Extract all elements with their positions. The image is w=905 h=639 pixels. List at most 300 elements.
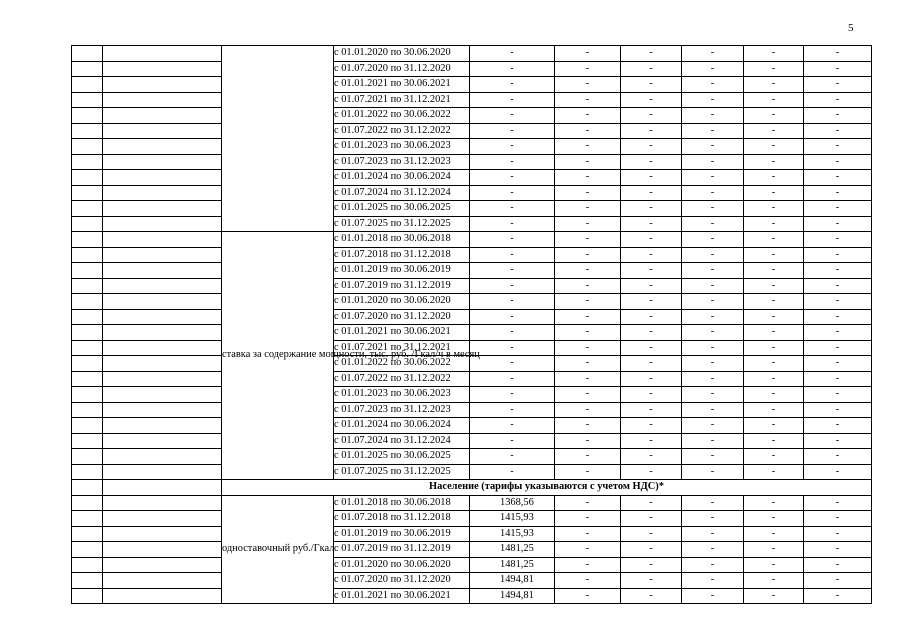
org-cell [103,247,222,263]
dash-cell: - [744,278,804,294]
dash-cell: - [555,511,621,527]
dash-cell: - [555,185,621,201]
tariff-value-cell: 1481,25 [470,557,555,573]
dash-cell: - [555,216,621,232]
period-cell: с 01.07.2021 по 31.12.2021 [334,92,470,108]
org-cell [103,588,222,604]
row-number-cell [72,542,103,558]
dash-cell: - [682,588,744,604]
section-header-row [72,480,872,496]
dash-cell: - [744,526,804,542]
dash-cell: - [682,201,744,217]
dash-cell: - [621,263,682,279]
row-number-cell [72,480,103,496]
dash-cell: - [682,557,744,573]
dash-cell: - [682,46,744,62]
dash-cell: - [621,464,682,480]
dash-cell: - [682,449,744,465]
dash-cell: - [744,77,804,93]
dash-cell: - [682,139,744,155]
table-row [72,108,872,124]
dash-cell: - [682,123,744,139]
dash-cell: - [555,92,621,108]
dash-cell: - [555,402,621,418]
tariff-value-cell: 1494,81 [470,573,555,589]
dash-cell: - [555,418,621,434]
period-cell: с 01.07.2022 по 31.12.2022 [334,371,470,387]
row-number-cell [72,170,103,186]
dash-cell: - [744,371,804,387]
table-row [72,387,872,403]
dash-cell: - [682,108,744,124]
dash-cell: - [555,340,621,356]
dash-cell: - [804,387,872,403]
period-cell: с 01.07.2024 по 31.12.2024 [334,185,470,201]
row-number-cell [72,511,103,527]
row-number-cell [72,325,103,341]
period-cell: с 01.01.2021 по 30.06.2021 [334,325,470,341]
row-number-cell [72,495,103,511]
dash-cell: - [555,154,621,170]
org-cell [103,61,222,77]
dash-cell: - [621,201,682,217]
dash-cell: - [621,77,682,93]
dash-cell: - [470,387,555,403]
dash-cell: - [682,418,744,434]
table-row [72,588,872,604]
dash-cell: - [470,216,555,232]
dash-cell: - [744,232,804,248]
dash-cell: - [682,294,744,310]
org-cell [103,154,222,170]
table-row [72,402,872,418]
dash-cell: - [682,495,744,511]
period-cell: с 01.01.2023 по 30.06.2023 [334,139,470,155]
period-cell: с 01.07.2023 по 31.12.2023 [334,402,470,418]
tariff-table [71,45,872,604]
dash-cell: - [744,123,804,139]
org-cell [103,356,222,372]
dash-cell: - [804,542,872,558]
table-row [72,495,872,511]
dash-cell: - [804,278,872,294]
org-cell [103,216,222,232]
dash-cell: - [621,573,682,589]
period-cell: с 01.07.2023 по 31.12.2023 [334,154,470,170]
dash-cell: - [621,449,682,465]
dash-cell: - [621,588,682,604]
dash-cell: - [682,216,744,232]
dash-cell: - [621,387,682,403]
dash-cell: - [804,263,872,279]
period-cell: с 01.01.2020 по 30.06.2020 [334,294,470,310]
dash-cell: - [804,449,872,465]
dash-cell: - [470,92,555,108]
row-number-cell [72,216,103,232]
dash-cell: - [744,340,804,356]
dash-cell: - [621,139,682,155]
org-cell [103,511,222,527]
table-row [72,201,872,217]
dash-cell: - [744,464,804,480]
dash-cell: - [555,387,621,403]
dash-cell: - [621,402,682,418]
tariff-value-cell: 1415,93 [470,511,555,527]
org-cell [103,139,222,155]
dash-cell: - [804,356,872,372]
dash-cell: - [744,387,804,403]
table-row [72,61,872,77]
org-cell [103,232,222,248]
period-cell: с 01.07.2025 по 31.12.2025 [334,464,470,480]
dash-cell: - [744,418,804,434]
row-number-cell [72,371,103,387]
row-number-cell [72,526,103,542]
dash-cell: - [804,123,872,139]
dash-cell: - [682,247,744,263]
dash-cell: - [555,557,621,573]
dash-cell: - [804,588,872,604]
dash-cell: - [555,139,621,155]
table-row [72,46,872,62]
dash-cell: - [804,61,872,77]
tariff-value-cell: 1415,93 [470,526,555,542]
dash-cell: - [682,154,744,170]
dash-cell: - [555,123,621,139]
org-cell [103,201,222,217]
dash-cell: - [470,263,555,279]
dash-cell: - [470,201,555,217]
dash-cell: - [555,278,621,294]
dash-cell: - [804,371,872,387]
dash-cell: - [682,77,744,93]
dash-cell: - [682,185,744,201]
dash-cell: - [470,371,555,387]
table-row [72,123,872,139]
dash-cell: - [682,232,744,248]
dash-cell: - [555,201,621,217]
dash-cell: - [621,557,682,573]
dash-cell: - [744,185,804,201]
dash-cell: - [621,542,682,558]
period-cell: с 01.01.2025 по 30.06.2025 [334,201,470,217]
org-cell [103,325,222,341]
dash-cell: - [621,511,682,527]
period-cell: с 01.07.2021 по 31.12.2021 [334,340,470,356]
dash-cell: - [744,61,804,77]
table-row [72,216,872,232]
dash-cell: - [804,77,872,93]
period-cell: с 01.01.2021 по 30.06.2021 [334,77,470,93]
table-row [72,77,872,93]
dash-cell: - [682,325,744,341]
tariff-value-cell: 1368,56 [470,495,555,511]
dash-cell: - [470,247,555,263]
table-row [72,278,872,294]
dash-cell: - [804,201,872,217]
dash-cell: - [470,170,555,186]
dash-cell: - [682,356,744,372]
row-number-cell [72,123,103,139]
dash-cell: - [555,325,621,341]
tariff-type-cell [222,495,334,604]
row-number-cell [72,557,103,573]
dash-cell: - [621,46,682,62]
dash-cell: - [744,557,804,573]
dash-cell: - [804,433,872,449]
table-row [72,325,872,341]
dash-cell: - [470,278,555,294]
dash-cell: - [470,309,555,325]
tariff-value-cell: 1481,25 [470,542,555,558]
dash-cell: - [555,449,621,465]
period-cell: с 01.07.2022 по 31.12.2022 [334,123,470,139]
dash-cell: - [555,61,621,77]
dash-cell: - [621,232,682,248]
row-number-cell [72,309,103,325]
period-cell: с 01.01.2019 по 30.06.2019 [334,263,470,279]
dash-cell: - [744,201,804,217]
org-cell [103,340,222,356]
table-row [72,232,872,248]
period-cell: с 01.07.2020 по 31.12.2020 [334,61,470,77]
dash-cell: - [804,139,872,155]
dash-cell: - [682,371,744,387]
dash-cell: - [804,573,872,589]
org-cell [103,108,222,124]
dash-cell: - [744,402,804,418]
dash-cell: - [744,495,804,511]
dash-cell: - [621,526,682,542]
dash-cell: - [682,526,744,542]
row-number-cell [72,278,103,294]
dash-cell: - [804,46,872,62]
dash-cell: - [470,61,555,77]
dash-cell: - [744,325,804,341]
dash-cell: - [621,108,682,124]
dash-cell: - [744,92,804,108]
table-row [72,309,872,325]
period-cell: с 01.01.2023 по 30.06.2023 [334,387,470,403]
dash-cell: - [470,294,555,310]
dash-cell: - [555,371,621,387]
dash-cell: - [470,402,555,418]
row-number-cell [72,247,103,263]
period-cell: с 01.01.2018 по 30.06.2018 [334,232,470,248]
dash-cell: - [682,340,744,356]
dash-cell: - [804,340,872,356]
row-number-cell [72,464,103,480]
row-number-cell [72,139,103,155]
period-cell: с 01.01.2025 по 30.06.2025 [334,449,470,465]
dash-cell: - [555,232,621,248]
dash-cell: - [804,511,872,527]
dash-cell: - [621,123,682,139]
dash-cell: - [804,464,872,480]
tariff-type-label: ставка за содержание мощности, тыс. руб. /Гкал/ч в месяц [222,349,480,361]
tariff-type-label: одноставочный руб./Гкал [222,543,335,554]
row-number-cell [72,154,103,170]
dash-cell: - [804,216,872,232]
dash-cell: - [555,542,621,558]
dash-cell: - [804,247,872,263]
org-cell [103,449,222,465]
tariff-type-cell [222,46,334,232]
org-cell [103,77,222,93]
row-number-cell [72,294,103,310]
org-cell [103,371,222,387]
dash-cell: - [470,418,555,434]
dash-cell: - [804,418,872,434]
period-cell: с 01.07.2020 по 31.12.2020 [334,309,470,325]
dash-cell: - [744,542,804,558]
row-number-cell [72,356,103,372]
period-cell: с 01.07.2024 по 31.12.2024 [334,433,470,449]
dash-cell: - [744,139,804,155]
table-row [72,294,872,310]
table-row [72,92,872,108]
row-number-cell [72,402,103,418]
dash-cell: - [470,46,555,62]
table-row [72,247,872,263]
dash-cell: - [555,309,621,325]
dash-cell: - [621,61,682,77]
table-row [72,139,872,155]
table-row [72,511,872,527]
org-cell [103,557,222,573]
dash-cell: - [470,325,555,341]
dash-cell: - [682,511,744,527]
page-number: 5 [848,22,854,34]
dash-cell: - [470,77,555,93]
row-number-cell [72,449,103,465]
dash-cell: - [804,294,872,310]
dash-cell: - [744,433,804,449]
dash-cell: - [682,387,744,403]
dash-cell: - [621,495,682,511]
table-row [72,557,872,573]
table-row [72,371,872,387]
dash-cell: - [470,185,555,201]
dash-cell: - [621,371,682,387]
org-cell [103,402,222,418]
section-header: Население (тарифы указываются с учетом НДС)* [222,480,872,496]
org-cell [103,170,222,186]
period-cell: с 01.01.2024 по 30.06.2024 [334,418,470,434]
dash-cell: - [804,154,872,170]
dash-cell: - [470,154,555,170]
period-cell: с 01.01.2019 по 30.06.2019 [334,526,470,542]
dash-cell: - [621,340,682,356]
dash-cell: - [804,92,872,108]
org-cell [103,278,222,294]
period-cell: с 01.07.2019 по 31.12.2019 [334,542,470,558]
org-cell [103,433,222,449]
period-cell: с 01.01.2021 по 30.06.2021 [334,588,470,604]
table-row [72,526,872,542]
dash-cell: - [682,433,744,449]
period-cell: с 01.01.2018 по 30.06.2018 [334,495,470,511]
row-number-cell [72,573,103,589]
dash-cell: - [744,294,804,310]
dash-cell: - [621,433,682,449]
dash-cell: - [555,573,621,589]
org-cell [103,123,222,139]
dash-cell: - [804,557,872,573]
dash-cell: - [470,232,555,248]
dash-cell: - [682,573,744,589]
row-number-cell [72,46,103,62]
dash-cell: - [470,356,555,372]
dash-cell: - [744,46,804,62]
dash-cell: - [555,433,621,449]
dash-cell: - [744,511,804,527]
dash-cell: - [555,170,621,186]
row-number-cell [72,108,103,124]
dash-cell: - [621,418,682,434]
dash-cell: - [744,263,804,279]
dash-cell: - [621,325,682,341]
org-cell [103,526,222,542]
dash-cell: - [744,170,804,186]
dash-cell: - [470,449,555,465]
dash-cell: - [621,309,682,325]
table-row [72,573,872,589]
dash-cell: - [744,247,804,263]
dash-cell: - [470,108,555,124]
dash-cell: - [804,232,872,248]
row-number-cell [72,418,103,434]
dash-cell: - [555,294,621,310]
table-row [72,185,872,201]
dash-cell: - [555,464,621,480]
dash-cell: - [555,108,621,124]
dash-cell: - [555,526,621,542]
dash-cell: - [804,325,872,341]
dash-cell: - [744,154,804,170]
dash-cell: - [621,278,682,294]
dash-cell: - [744,449,804,465]
table-row [72,263,872,279]
period-cell: с 01.01.2024 по 30.06.2024 [334,170,470,186]
org-cell [103,573,222,589]
org-cell [103,92,222,108]
dash-cell: - [621,294,682,310]
dash-cell: - [555,77,621,93]
dash-cell: - [804,309,872,325]
dash-cell: - [682,542,744,558]
row-number-cell [72,588,103,604]
dash-cell: - [470,464,555,480]
row-number-cell [72,433,103,449]
row-number-cell [72,77,103,93]
dash-cell: - [682,263,744,279]
dash-cell: - [555,588,621,604]
row-number-cell [72,263,103,279]
dash-cell: - [621,216,682,232]
org-cell [103,309,222,325]
dash-cell: - [744,573,804,589]
dash-cell: - [744,309,804,325]
dash-cell: - [804,170,872,186]
period-cell: с 01.01.2022 по 30.06.2022 [334,108,470,124]
org-cell [103,46,222,62]
period-cell: с 01.01.2020 по 30.06.2020 [334,46,470,62]
dash-cell: - [682,170,744,186]
period-cell: с 01.01.2022 по 30.06.2022 [334,356,470,372]
period-cell: с 01.07.2025 по 31.12.2025 [334,216,470,232]
dash-cell: - [682,92,744,108]
